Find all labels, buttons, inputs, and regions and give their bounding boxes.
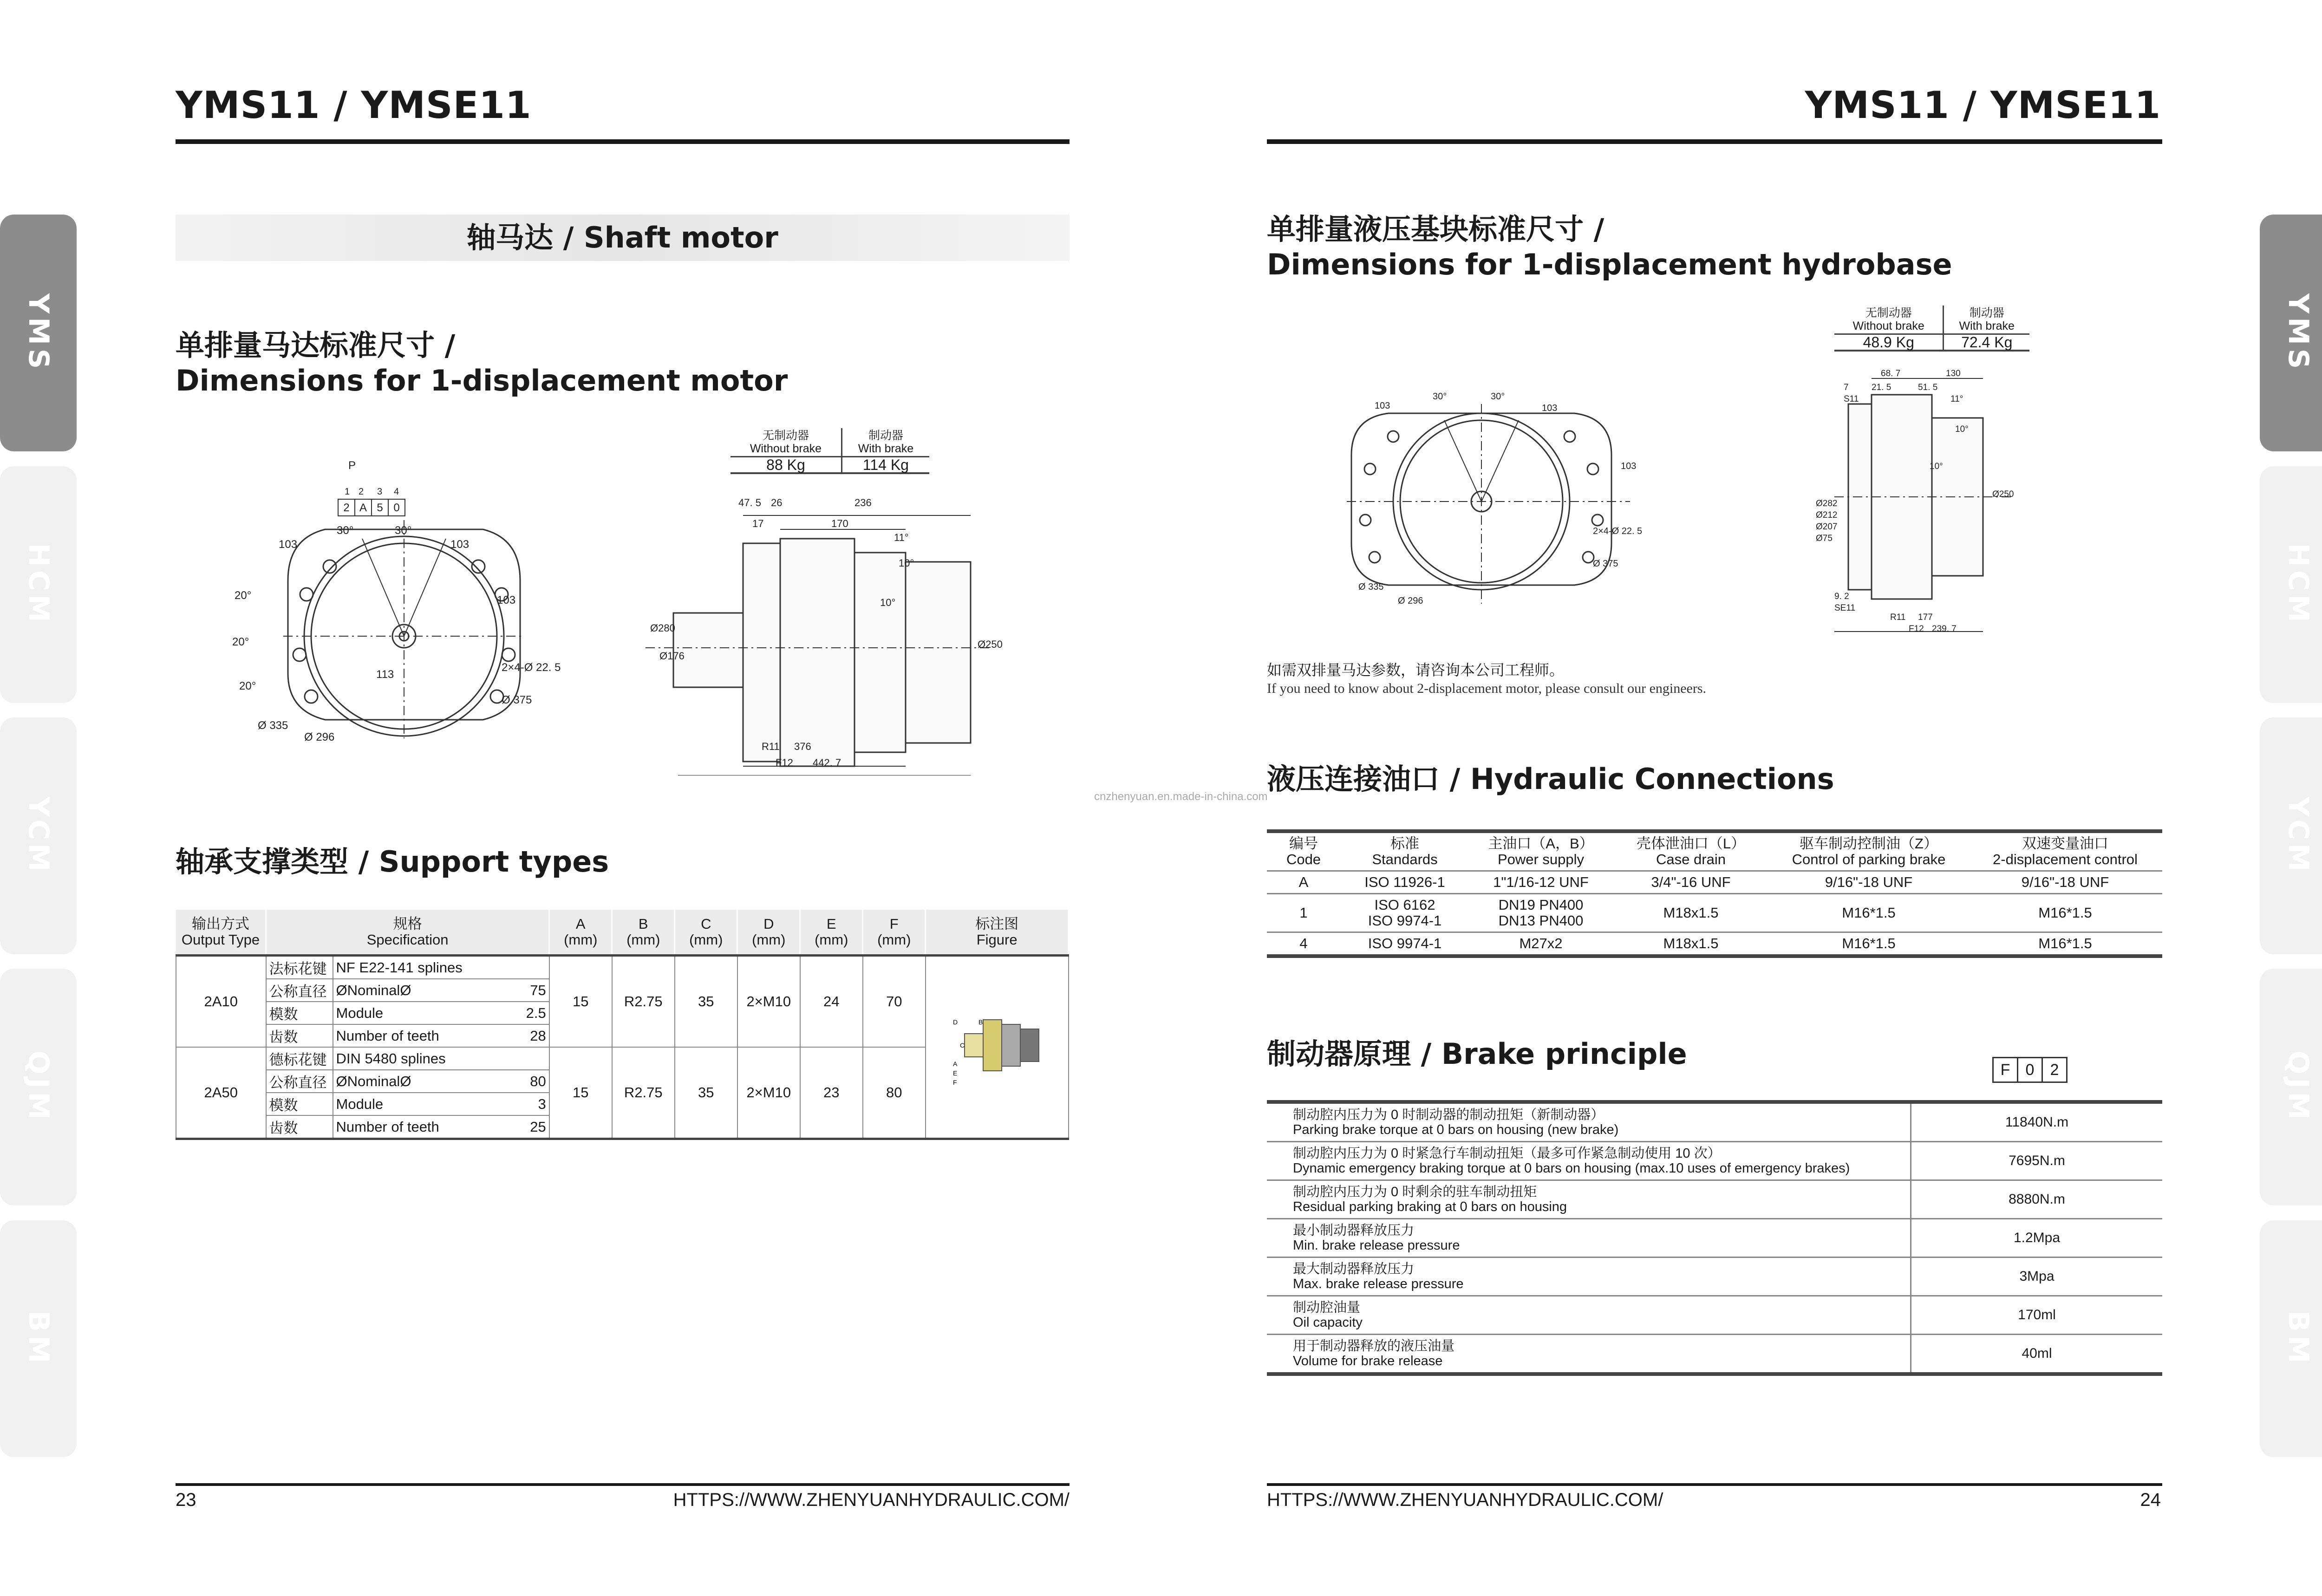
brake-code-box: 0	[2018, 1057, 2043, 1083]
weight-header: 制动器 With brake	[1944, 306, 2029, 334]
spec-cn-cell: 法标花键	[266, 956, 333, 979]
spec-value-cell: 28	[523, 1024, 549, 1047]
table-row	[176, 956, 1069, 979]
figure-cell	[926, 956, 1069, 1139]
code-number: 1	[345, 487, 350, 497]
dim-label: Ø282	[1816, 499, 1838, 508]
dim-label: Ø 375	[502, 694, 532, 706]
spec-en-cell: DIN 5480 splines	[333, 1047, 523, 1070]
dim-d-cell: 2×M10	[737, 956, 800, 1048]
spec-en-cell: Module	[333, 1093, 523, 1115]
table-row: 制动腔内压力为 0 时剩余的驻车制动扭矩 Residual parking braking at 0 bars on housing 8880N.m	[1267, 1180, 2162, 1219]
side-tab-label: BM	[2282, 1310, 2315, 1367]
dim-label: 21. 5	[1872, 383, 1892, 392]
heading-en: Dimensions for 1-displacement hydrobase	[1267, 248, 1952, 281]
spec-cn-cell: 公称直径	[266, 979, 333, 1002]
dim-label: 20°	[235, 589, 252, 602]
header-rule-right	[1267, 139, 2162, 144]
code-box: 0	[393, 502, 400, 514]
dim-label: Ø 296	[1398, 596, 1423, 606]
side-tab-hcm-left[interactable]	[0, 466, 77, 703]
banner-title: 轴马达 / Shaft motor	[467, 221, 778, 254]
dim-label: 10°	[880, 597, 896, 608]
shaft-figure	[951, 997, 1044, 1094]
dim-label: 170	[831, 518, 848, 529]
dim-e-cell: 23	[800, 1047, 863, 1139]
col-f: F (mm)	[863, 910, 926, 956]
table-row: 制动腔内压力为 0 时制动器的制动扭矩（新制动器） Parking brake torque at 0 bars on housing (new brake) 11840N.m	[1267, 1102, 2162, 1142]
dim-label: F12	[1909, 624, 1924, 634]
dim-label: 177	[1918, 612, 1933, 622]
section-heading-dimensions-hydrobase	[1267, 212, 1952, 282]
dim-label: 30°	[337, 524, 354, 537]
dim-label: 2×4-Ø 22. 5	[1593, 526, 1643, 536]
side-tab-label: YMS	[22, 293, 55, 373]
side-tab-yms-right[interactable]	[2260, 215, 2322, 451]
weight-value: 48.9 Kg	[1834, 334, 1944, 351]
dim-label: 103	[497, 594, 516, 606]
weight-table-motor	[731, 428, 929, 474]
dim-label: 103	[1375, 401, 1390, 411]
dim-label: 10°	[1955, 424, 1969, 434]
dim-label: 20°	[239, 680, 256, 692]
spec-cn-cell: 模数	[266, 1002, 333, 1024]
dim-label: 68. 7	[1881, 369, 1901, 378]
code-number: 3	[377, 487, 383, 497]
dim-label: 11°	[1950, 394, 1963, 404]
side-tab-ycm-right[interactable]	[2260, 717, 2322, 954]
dim-f-cell: 80	[863, 1047, 926, 1139]
section-heading-hydraulic: 液压连接油口 / Hydraulic Connections	[1267, 762, 1834, 796]
motor-front-view-drawing	[218, 460, 590, 757]
watermark: cnzhenyuan.en.made-in-china.com	[1094, 790, 1268, 803]
dim-label: S11	[1844, 394, 1859, 404]
spec-en-cell: Number of teeth	[333, 1115, 523, 1139]
dim-b-cell: R2.75	[612, 956, 675, 1048]
dim-label: Ø176	[659, 650, 685, 662]
svg-text:C: C	[959, 1042, 965, 1049]
output-type-cell: 2A50	[176, 1047, 266, 1139]
col-d: D (mm)	[737, 910, 800, 956]
col-figure: 标注图 Figure	[926, 910, 1069, 956]
dim-label: 30°	[1491, 391, 1505, 402]
spec-en-cell: NF E22-141 splines	[333, 956, 523, 979]
dim-label: 103	[279, 538, 298, 551]
dim-label: 130	[1946, 369, 1961, 378]
dim-label: 7	[1844, 383, 1849, 392]
dim-label: 2×4-Ø 22. 5	[502, 661, 561, 674]
note-en: If you need to know about 2-displacement motor, please consult our engineers.	[1267, 681, 1707, 696]
dim-e-cell: 24	[800, 956, 863, 1048]
dim-label: Ø212	[1816, 510, 1838, 520]
spec-cn-cell: 齿数	[266, 1024, 333, 1047]
dim-label: Ø250	[978, 638, 1003, 650]
spec-en-cell: Module	[333, 1002, 523, 1024]
code-number: 2	[359, 487, 364, 497]
dim-label: 51. 5	[1918, 383, 1938, 392]
dim-f-cell: 70	[863, 956, 926, 1048]
code-box: 5	[377, 502, 383, 514]
dim-a-cell: 15	[549, 1047, 612, 1139]
svg-text:E: E	[952, 1069, 957, 1077]
table-row: 制动腔内压力为 0 时紧急行车制动扭矩（最多可作紧急制动使用 10 次） Dynamic emergency braking torque at 0 bars on housing (max.10 uses of emergency brakes) 7695N.m	[1267, 1142, 2162, 1180]
dim-label: 236	[854, 497, 872, 508]
hydraulic-connections-table	[1267, 829, 2162, 958]
dim-label: 20°	[232, 636, 249, 648]
dim-label: 10°	[1930, 462, 1943, 471]
dim-label: Ø 335	[258, 719, 288, 732]
spec-value-cell: 2.5	[523, 1002, 549, 1024]
brake-code-box: 2	[2043, 1057, 2068, 1083]
heading-en: Dimensions for 1-displacement motor	[176, 364, 788, 397]
brake-principle-table	[1267, 1100, 2162, 1376]
dim-label: Ø280	[650, 622, 675, 634]
code-box: A	[359, 502, 367, 514]
col-standards: 标准 Standards	[1372, 835, 1438, 867]
dim-label: 239. 7	[1932, 624, 1957, 634]
code-number: 4	[394, 487, 399, 497]
svg-text:B: B	[978, 1018, 983, 1026]
dim-a-cell: 15	[549, 956, 612, 1048]
dim-label: SE11	[1834, 603, 1856, 613]
spec-cn-cell: 德标花键	[266, 1047, 333, 1070]
dim-label: 30°	[395, 524, 412, 537]
dim-label: 113	[376, 668, 394, 681]
dim-label: 47. 5	[738, 497, 761, 508]
weight-table-hydrobase	[1834, 306, 2029, 352]
note-cn: 如需双排量马达参数，请咨询本公司工程师。	[1267, 662, 1565, 678]
spec-value-cell: 25	[523, 1115, 549, 1139]
dim-label: Ø75	[1816, 534, 1833, 543]
dim-label: 103	[1542, 403, 1558, 413]
col-c: C (mm)	[675, 910, 737, 956]
weight-value: 88 Kg	[731, 457, 841, 474]
side-tab-ycm-left[interactable]	[0, 717, 77, 954]
table-row: 4 ISO 9974-1 M27x2 M18x1.5 M16*1.5 M16*1.5	[1267, 932, 2162, 957]
footer-url-right[interactable]: HTTPS://WWW.ZHENYUANHYDRAULIC.COM/	[1267, 1490, 1663, 1510]
section-heading-support-types: 轴承支撑类型 / Support types	[176, 845, 609, 879]
side-tab-label: HCM	[22, 543, 55, 626]
page-number-left: 23	[176, 1490, 196, 1510]
dim-label: R11	[1890, 612, 1906, 622]
col-parking-brake: 驱车制动控制油（Z） Control of parking brake	[1792, 835, 1946, 867]
side-tab-qjm-left[interactable]	[0, 969, 77, 1205]
side-tab-label: YCM	[22, 796, 55, 875]
svg-text:F: F	[952, 1079, 957, 1086]
col-2-displacement: 双速变量油口 2-displacement control	[1993, 835, 2138, 867]
heading-cn: 单排量马达标准尺寸 /	[176, 328, 456, 362]
col-output-type: 输出方式 Output Type	[176, 910, 266, 956]
weight-value: 114 Kg	[841, 457, 929, 474]
spec-en-cell: ØNominalØ	[333, 1070, 523, 1093]
side-tab-bm-right[interactable]	[2260, 1220, 2322, 1457]
side-tab-label: QJM	[22, 1050, 55, 1124]
brake-code-boxes	[1992, 1057, 2068, 1083]
side-tab-label: YMS	[2282, 293, 2315, 373]
side-tab-bm-left[interactable]	[0, 1220, 77, 1457]
side-tab-hcm-right[interactable]	[2260, 466, 2322, 703]
col-specification: 规格 Specification	[266, 910, 549, 956]
dim-label: 9. 2	[1834, 592, 1849, 601]
weight-header: 制动器 With brake	[841, 428, 929, 457]
code-label: P	[348, 460, 356, 472]
output-type-cell: 2A10	[176, 956, 266, 1048]
heading-cn: 单排量液压基块标准尺寸 /	[1267, 212, 1605, 246]
dim-label: 442. 7	[813, 757, 841, 769]
table-row: 制动腔油量 Oil capacity 170ml	[1267, 1296, 2162, 1335]
section-heading-brake: 制动器原理 / Brake principle	[1267, 1037, 1687, 1071]
spec-value-cell	[523, 956, 549, 979]
spec-cn-cell: 齿数	[266, 1115, 333, 1139]
spec-value-cell: 3	[523, 1093, 549, 1115]
dim-d-cell: 2×M10	[737, 1047, 800, 1139]
dim-label: 17	[752, 518, 764, 529]
dim-label: 26	[771, 497, 783, 508]
shaft-motor-banner	[176, 215, 1070, 261]
page-title-left: YMS11 / YMSE11	[176, 84, 532, 127]
spec-en-cell: ØNominalØ	[333, 979, 523, 1002]
side-tab-label: YCM	[2282, 796, 2315, 875]
dim-label: Ø250	[1992, 489, 2014, 499]
col-a: A (mm)	[549, 910, 612, 956]
weight-header: 无制动器 Without brake	[1834, 306, 1944, 334]
side-tab-label: BM	[22, 1310, 55, 1367]
dim-c-cell: 35	[675, 956, 737, 1048]
support-types-table	[176, 910, 1069, 1140]
dim-label: 103	[1621, 461, 1637, 471]
dim-label: Ø207	[1816, 522, 1838, 532]
dim-label: Ø 335	[1358, 582, 1384, 592]
spec-en-cell: Number of teeth	[333, 1024, 523, 1047]
weight-header: 无制动器 Without brake	[731, 428, 841, 457]
side-tab-label: QJM	[2282, 1050, 2315, 1124]
header-rule-left	[176, 139, 1070, 144]
spec-value-cell: 75	[523, 979, 549, 1002]
col-code: 编号 Code	[1286, 835, 1321, 867]
hydrobase-front-view-drawing	[1347, 385, 1663, 618]
svg-text:D: D	[952, 1018, 958, 1026]
page-title-right: YMS11 / YMSE11	[1805, 84, 2161, 127]
spec-cn-cell: 模数	[266, 1093, 333, 1115]
dim-label: Ø 296	[304, 731, 335, 743]
col-power-supply: 主油口（A，B） Power supply	[1488, 835, 1594, 867]
table-row: 最小制动器释放压力 Min. brake release pressure 1.2Mpa	[1267, 1219, 2162, 1257]
dim-label: F12	[776, 757, 793, 769]
code-box: 2	[343, 502, 350, 514]
col-e: E (mm)	[800, 910, 863, 956]
dim-c-cell: 35	[675, 1047, 737, 1139]
side-tab-qjm-right[interactable]	[2260, 969, 2322, 1205]
table-row: 用于制动器释放的液压油量 Volume for brake release 40ml	[1267, 1335, 2162, 1375]
dim-label: 376	[794, 741, 811, 752]
dim-b-cell: R2.75	[612, 1047, 675, 1139]
dim-label: 11°	[894, 532, 909, 543]
table-row: A ISO 11926-1 1"1/16-12 UNF 3/4"-16 UNF 9/16"-18 UNF 9/16"-18 UNF	[1267, 871, 2162, 894]
section-heading-dimensions-motor	[176, 328, 788, 398]
col-b: B (mm)	[612, 910, 675, 956]
footer-rule-right	[1267, 1483, 2162, 1486]
dim-label: 30°	[1433, 391, 1447, 402]
page-number-right: 24	[2140, 1490, 2161, 1510]
dim-label: 10°	[899, 557, 914, 569]
svg-text:A: A	[952, 1060, 957, 1068]
brake-code-box: F	[1992, 1057, 2018, 1083]
spec-value-cell	[523, 1047, 549, 1070]
table-row: 最大制动器释放压力 Max. brake release pressure 3Mpa	[1267, 1257, 2162, 1296]
side-tab-label: HCM	[2282, 543, 2315, 626]
motor-side-view-drawing	[646, 492, 1008, 775]
weight-value: 72.4 Kg	[1944, 334, 2029, 351]
dim-label: 103	[450, 538, 470, 551]
dim-label: Ø 375	[1593, 559, 1618, 569]
hydrobase-side-view-drawing	[1816, 367, 2057, 641]
col-case-drain: 壳体泄油口（L） Case drain	[1636, 835, 1746, 867]
side-tab-yms-left[interactable]	[0, 215, 77, 451]
table-row: 1 ISO 6162 ISO 9974-1 DN19 PN400 DN13 PN400 M18x1.5 M16*1.5 M16*1.5	[1267, 894, 2162, 932]
footer-rule-left	[176, 1483, 1070, 1486]
spec-value-cell: 80	[523, 1070, 549, 1093]
dim-label: R11	[762, 741, 780, 752]
footer-url-left[interactable]: HTTPS://WWW.ZHENYUANHYDRAULIC.COM/	[673, 1490, 1070, 1510]
spec-cn-cell: 公称直径	[266, 1070, 333, 1093]
